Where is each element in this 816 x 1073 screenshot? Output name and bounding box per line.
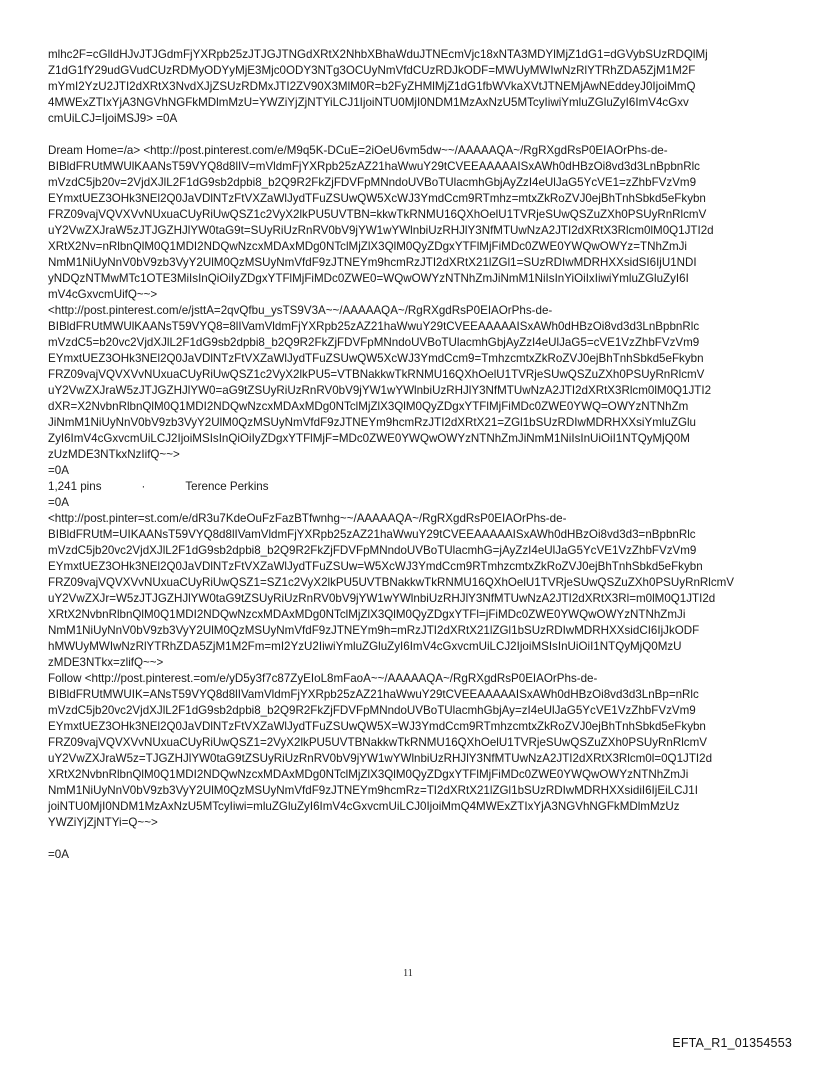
- paragraph-2: [48, 143, 770, 303]
- text-line: zMDE3NTkx=zlifQ~~>: [48, 656, 164, 669]
- text-line: BIBldFRUtMWUlKAANsT59VYQ8=8lIVamVldmFjYXRpb25zAZ21haWwuY29tCVEEAAAAAISxAWh0dHBzOi8vd3d3LnBpbnRlc: [48, 320, 700, 333]
- pin-info-line: [48, 479, 770, 495]
- text-line: NmM1NiUyNnV0bV9zb3VyY2UlM0QzMSUyNmVfdF9zJTNEYm9hcmRz=TI2dXRtX21lZGl1bSUzRDIwMDRHXXsidiI6IjEiLCJ1I: [48, 784, 698, 797]
- text-line: YWZiYjZjNTYi=Q~~>: [48, 816, 158, 829]
- text-line: Dream Home=/a> <http://post.pinterest.com/e/M9q5K-DCuE=2iOeU6vm5dw~~/AAAAAQA~/RgRXgdRsP0EIAOrPhs-de-: [48, 144, 668, 157]
- text-line: <http://post.pinterest.com/e/jsttA=2qvQfbu_ysTS9V3A~~/AAAAAQA~/RgRXgdRsP0EIAOrPhs-de-: [48, 304, 553, 317]
- paragraph-3: [48, 303, 770, 463]
- author-name: Terence Perkins: [185, 480, 269, 493]
- text-line: <http://post.pinter=st.com/e/dR3u7KdeOuFzFazBTfwnhg~~/AAAAAQA~/RgRXgdRsP0EIAOrPhs-de-: [48, 512, 567, 525]
- text-line: Follow <http://post.pinterest.=om/e/yD5y3f7c87ZyEIoL8mFaoA~~/AAAAAQA~/RgRXgdRsP0EIAOrPhs-de-: [48, 672, 598, 685]
- text-line: yNDQzNTMwMTc1OTE3MiIsInQiOiIyZDgxYTFlMjFiMDc0ZWE0=WQwOWYzNTNhZmJiNmM1NiIsInYiOiIxIiwiYmluZGluZyI6I: [48, 272, 689, 285]
- text-line: mVzdC5jb20vc2VjdXJlL2F1dG9sb2dpbi8_b2Q9R2FkZjFDVFpMNndoUVBoTUlacmhGbjAy=zI4eUlJaG5YcVE1VzZhbFVzVm9: [48, 704, 696, 717]
- encoded-newline: =0A: [48, 496, 69, 509]
- text-line: FRZ09vajVQVXVvNUxuaCUyRiUwQSZ1=2VyX2lkPU5UVTBNakkwTkRNMU16QXhOelU1TVRjeSUwQSZuZXh0PSUyRnRlcmV: [48, 736, 707, 749]
- text-line: 4MWExZTIxYjA3NGVhNGFkMDlmMzU=YWZiYjZjNTYiLCJ1IjoiNTU0MjI0NDM1MzAxNzU5MTcyIiwiYmluZGluZyI6ImV4cGxv: [48, 96, 689, 109]
- pins-count: 1,241 pins: [48, 480, 102, 493]
- text-line: mYmI2YzU2JTI2dXRtX3NvdXJjZSUzRDMxJTI2ZV90X3MlM0R=b2FyZHMlMjZ1dG1fbWVkaXVtJTNEMjAwNEddeyJ0IjoiMmQ: [48, 80, 696, 93]
- text-line: NmM1NiUyNnV0bV9zb3VyY2UlM0QzMSUyNmVfdF9zJTNEYm9h=mRzJTI2dXRtX21lZGl1bSUzRDIwMDRHXXsidCI6IjJkODF: [48, 624, 700, 637]
- email-body: [48, 47, 770, 863]
- text-line: EYmxtUEZ3OHk3NEl2Q0JaVDlNTzFtVXZaWlJydTFuZSUw=W5XcWJ3YmdCcm9RTmhzcmtxZkRoZVJ0ejBhTnhSbkd5eFkybn: [48, 560, 703, 573]
- text-line: EYmxtUEZ3OHk3NEl2Q0JaVDlNTzFtVXZaWlJydTFuZSUwQW5XcWJ3YmdCcm9=TmhzcmtxZkRoZVJ0ejBhTnhSbkd5eFkybn: [48, 352, 704, 365]
- text-line: EYmxtUEZ3OHk3NEl2Q0JaVDlNTzFtVXZaWlJydTFuZSUwQW5X=WJ3YmdCcm9RTmhzcmtxZkRoZVJ0ejBhTnhSbkd5eFkybn: [48, 720, 706, 733]
- text-line: Z1dG1fY29udGVudCUzRDMyODYyMjE3Mjc0ODY3NTg3OCUyNmVfdCUzRDJkODF=MWUyMWIwNzRlYTRhZDA5ZjM1M2F: [48, 64, 696, 77]
- blank-line: [48, 127, 770, 143]
- text-line: NmM1NiUyNnV0bV9zb3VyY2UlM0QzMSUyNmVfdF9zJTNEYm9hcmRzJTI2dXRtX21lZGl1=SUzRDIwMDRHXXsidSI6IjU1NDI: [48, 256, 697, 269]
- text-line: uY2VwZXJraW5z=TJGZHJlYW0taG9tZSUyRiUzRnRV0bV9jYW1wYWlnbiUzRHJlY3NfMTUwNzA2JTI2dXRtX3Rlcm0l=0Q1JTI2d: [48, 752, 713, 765]
- text-line: FRZ09vajVQVXVvNUxuaCUyRiUwQSZ1c2VyX2lkPU5UVTBN=kkwTkRNMU16QXhOelU1TVRjeSUwQSZuZXh0PSUyRnRlcmV: [48, 208, 707, 221]
- text-line: uY2VwZXJraW5zJTJGZHJlYW0taG9t=SUyRiUzRnRV0bV9jYW1wYWlnbiUzRHJlY3NfMTUwNzA2JTI2dXRtX3Rlcm0lM0Q1JTI2d: [48, 224, 714, 237]
- separator-dot: ·: [141, 480, 146, 493]
- text-line: zUzMDE3NTkxNzIifQ~~>: [48, 448, 180, 461]
- encoded-newline: =0A: [48, 464, 69, 477]
- text-line: mlhc2F=cGlldHJvJTJGdmFjYXRpb25zJTJGJTNGdXRtX2NhbXBhaWduJTNEcmVjc18xNTA3MDYlMjZ1dG1=dGVybSUzRDQlMj: [48, 48, 708, 61]
- text-line: BIBldFRUtM=UIKAANsT59VYQ8d8lIVamVldmFjYXRpb25zAZ21haWwuY29tCVEEAAAAAISxAWh0dHBzOi8vd3d3=nBpbnRlc: [48, 528, 696, 541]
- text-line: joiNTU0MjI0NDM1MzAxNzU5MTcyIiwi=mluZGluZyI6ImV4cGxvcmUiLCJ0IjoiMmQ4MWExZTIxYjA3NGVhNGFkMDlmMzUz: [48, 800, 680, 813]
- text-line: uY2VwZXJr=W5zJTJGZHJlYW0taG9tZSUyRiUzRnRV0bV9jYW1wYWlnbiUzRHJlY3NfMTUwNzA2JTI2dXRtX3Rl=m0lM0Q1JTI2d: [48, 592, 716, 605]
- text-line: uY2VwZXJraW5zJTJGZHJlYW0=aG9tZSUyRiUzRnRV0bV9jYW1wYWlnbiUzRHJlY3NfMTUwNzA2JTI2dXRtX3Rlcm0lM0Q1JTI2: [48, 384, 712, 397]
- text-line: mVzdC5jb20vc2VjdXJlL2F1dG9sb2dpbi8_b2Q9R2FkZjFDVFpMNndoUVBoTUlacmhG=jAyZzI4eUlJaG5YcVE1VzZhbFVzVm9: [48, 544, 697, 557]
- bates-id: EFTA_R1_01354553: [672, 1036, 792, 1050]
- encoded-newline: =0A: [48, 848, 69, 861]
- text-line: BIBldFRUtMWUIK=ANsT59VYQ8d8lIVamVldmFjYXRpb25zAZ21haWwuY29tCVEEAAAAAISxAWh0dHBzOi8vd3d3LnBp=nRlc: [48, 688, 699, 701]
- text-line: hMWUyMWIwNzRlYTRhZDA5ZjM1M2Fm=mI2YzU2IiwiYmluZGluZyI6ImV4cGxvcmUiLCJ2IjoiMSIsInUiOiI1NTQyMjQ0MzU: [48, 640, 682, 653]
- text-line: cmUiLCJ=IjoiMSJ9> =0A: [48, 112, 178, 125]
- page-number: 11: [403, 968, 413, 979]
- text-line: JiNmM1NiUyNnV0bV9zb3VyY2UlM0QzMSUyNmVfdF9zJTNEYm9hcmRzJTI2dXRtX21=ZGl1bSUzRDIwMDRHXXsiYmluZGlu: [48, 416, 696, 429]
- text-line: XRtX2NvbnRlbnQlM0Q1MDI2NDQwNzcxMDAxMDg0NTclMjZlX3QlM0QyZDgxYTFl=jFiMDc0ZWE0YWQwOWYzNTNhZmJi: [48, 608, 686, 621]
- text-line: XRtX2NvbnRlbnQlM0Q1MDI2NDQwNzcxMDAxMDg0NTclMjZlX3QlM0QyZDgxYTFlMjFiMDc0ZWE0YWQwOWYzNTNhZmJi: [48, 768, 689, 781]
- text-line: BIBldFRUtMWUlKAANsT59VYQ8d8lIV=mVldmFjYXRpb25zAZ21haWwuY29tCVEEAAAAAISxAWh0dHBzOi8vd3d3LnBpbnRlc: [48, 160, 700, 173]
- text-line: FRZ09vajVQVXVvNUxuaCUyRiUwQSZ1c2VyX2lkPU5=VTBNakkwTkRNMU16QXhOelU1TVRjeSUwQSZuZXh0PSUyRnRlcmV: [48, 368, 705, 381]
- text-line: EYmxtUEZ3OHk3NEl2Q0JaVDlNTzFtVXZaWlJydTFuZSUwQW5XcWJ3YmdCcm9RTmhz=mtxZkRoZVJ0ejBhTnhSbkd5eFkybn: [48, 192, 706, 205]
- text-line: dXR=X2NvbnRlbnQlM0Q1MDI2NDQwNzcxMDAxMDg0NTclMjZlX3QlM0QyZDgxYTFlMjFiMDc0ZWE0YWQ=OWYzNTNhZm: [48, 400, 689, 413]
- text-line: mVzdC5=b20vc2VjdXJlL2F1dG9sb2dpbi8_b2Q9R2FkZjFDVFpMNndoUVBoTUlacmhGbjAyZzI4eUlJaG5=cVE1VzZhbFVzVm9: [48, 336, 700, 349]
- blank-line: [48, 831, 770, 847]
- text-line: mVzdC5jb20v=2VjdXJlL2F1dG9sb2dpbi8_b2Q9R2FkZjFDVFpMNndoUVBoTUlacmhGbjAyZzI4eUlJaG5YcVE1=zZhbFVzVm9: [48, 176, 697, 189]
- paragraph-1: [48, 47, 770, 127]
- paragraph-5: [48, 671, 770, 831]
- paragraph-4: [48, 511, 770, 671]
- text-line: FRZ09vajVQVXVvNUxuaCUyRiUwQSZ1=SZ1c2VyX2lkPU5UVTBNakkwTkRNMU16QXhOelU1TVRjeSUwQSZuZXh0PSUyRnRlcmV: [48, 576, 735, 589]
- text-line: XRtX2Nv=nRlbnQlM0Q1MDI2NDQwNzcxMDAxMDg0NTclMjZlX3QlM0QyZDgxYTFlMjFiMDc0ZWE0YWQwOWYz=TNhZmJi: [48, 240, 688, 253]
- text-line: mV4cGxvcmUifQ~~>: [48, 288, 158, 301]
- text-line: ZyI6ImV4cGxvcmUiLCJ2IjoiMSIsInQiOiIyZDgxYTFlMjF=MDc0ZWE0YWQwOWYzNTNhZmJiNmM1NiIsInUiOiI1NTQyMjQ0M: [48, 432, 690, 445]
